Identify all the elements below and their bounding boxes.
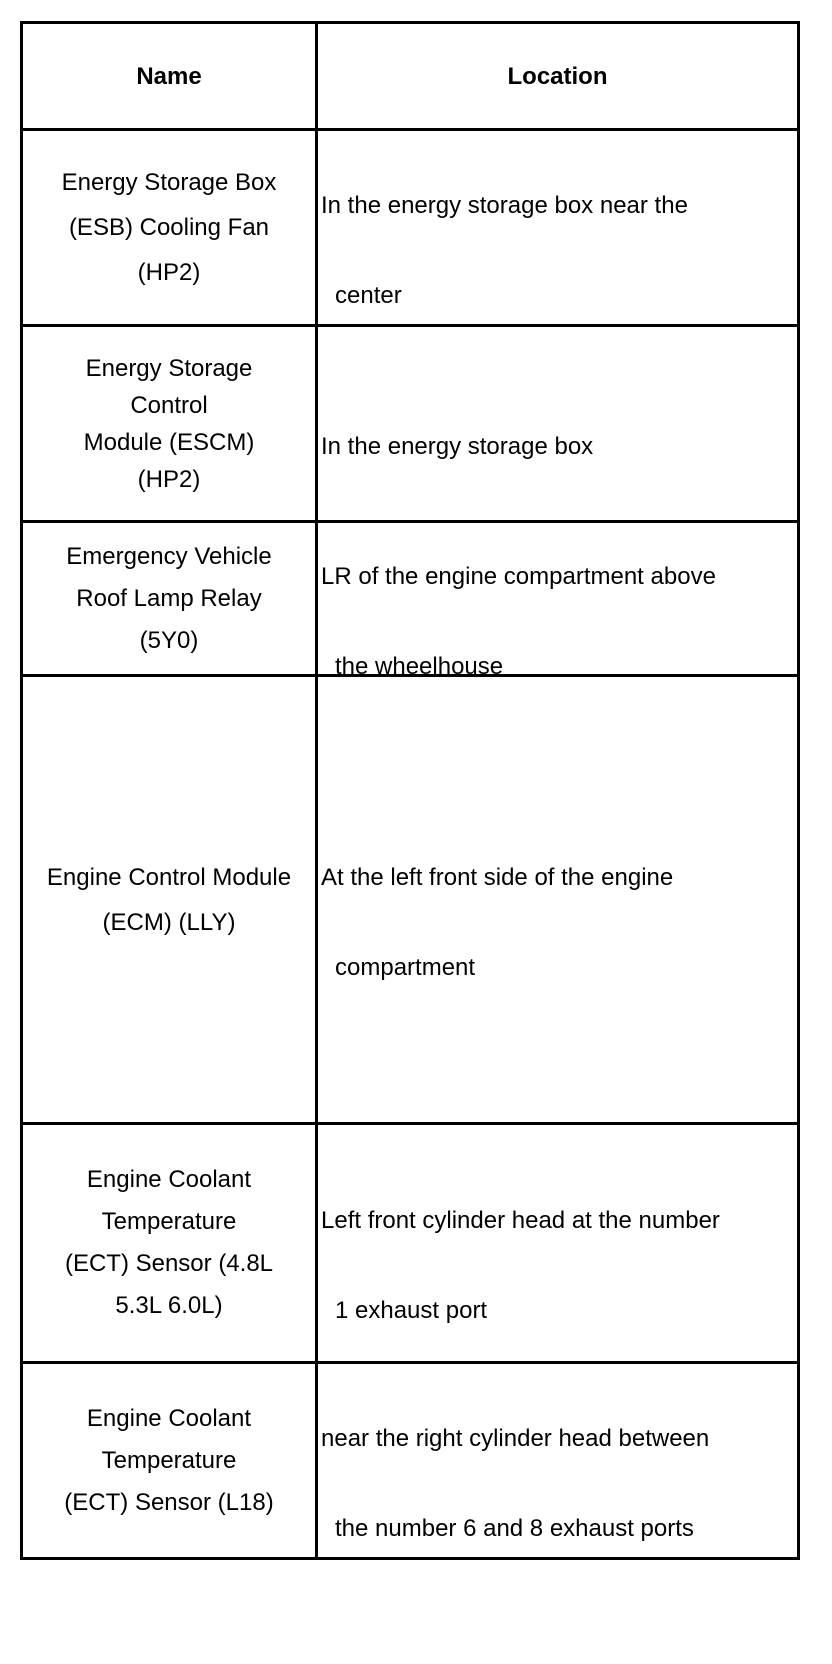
location-text [321, 379, 593, 469]
table-row [23, 128, 797, 324]
location-cell [318, 131, 797, 324]
name-cell [23, 327, 318, 520]
location-line-2: 1 exhaust port [335, 1297, 488, 1324]
location-text [321, 509, 716, 689]
location-text [321, 1371, 709, 1551]
location-text [321, 1153, 720, 1333]
header-name-label: Name [136, 62, 202, 90]
location-text [321, 138, 688, 318]
table-header-row [23, 24, 797, 128]
name-cell [23, 1364, 318, 1557]
component-name: Emergency Vehicle Roof Lamp Relay (5Y0) [66, 542, 272, 654]
location-cell [318, 1125, 797, 1361]
name-cell [23, 677, 318, 1122]
table-row [23, 674, 797, 1122]
location-line-1: In the energy storage box near the [321, 191, 688, 219]
location-line-1: near the right cylinder head between [321, 1424, 710, 1452]
location-line-2: the wheelhouse [335, 652, 504, 680]
location-line-1: In the energy storage box [321, 432, 594, 460]
component-name: Engine Coolant Temperature (ECT) Sensor (L18) [64, 1404, 274, 1516]
name-cell [23, 1125, 318, 1361]
location-cell [318, 523, 797, 680]
component-name: Energy Storage Box (ESB) Cooling Fan (HP2) [61, 169, 277, 286]
header-name [23, 24, 318, 128]
location-cell [318, 677, 797, 1122]
component-name: Energy Storage Control Module (ESCM) (HP2) [83, 354, 255, 493]
location-line-1: LR of the engine compartment above [321, 562, 716, 590]
location-line-2: the number 6 and 8 exhaust ports [335, 1514, 694, 1542]
parts-location-table [20, 21, 800, 1560]
location-line-2: center [335, 281, 402, 309]
name-cell [23, 131, 318, 324]
header-location-label: Location [507, 62, 608, 90]
table-row [23, 520, 797, 680]
location-line-1: At the left front side of the engine [321, 863, 674, 891]
location-line-2: compartment [335, 953, 476, 981]
location-cell [318, 327, 797, 520]
table-row [23, 1122, 797, 1361]
component-name: Engine Control Module (ECM) (LLY) [46, 863, 292, 936]
table-row [23, 324, 797, 520]
header-location [318, 24, 797, 128]
table-row [23, 1361, 797, 1557]
name-cell [23, 523, 318, 674]
location-line-1: Left front cylinder head at the number [321, 1207, 720, 1234]
component-name: Engine Coolant Temperature (ECT) Sensor (4.8L 5.3L 6.0L) [64, 1166, 274, 1319]
location-text [321, 810, 673, 990]
location-cell [318, 1364, 797, 1557]
